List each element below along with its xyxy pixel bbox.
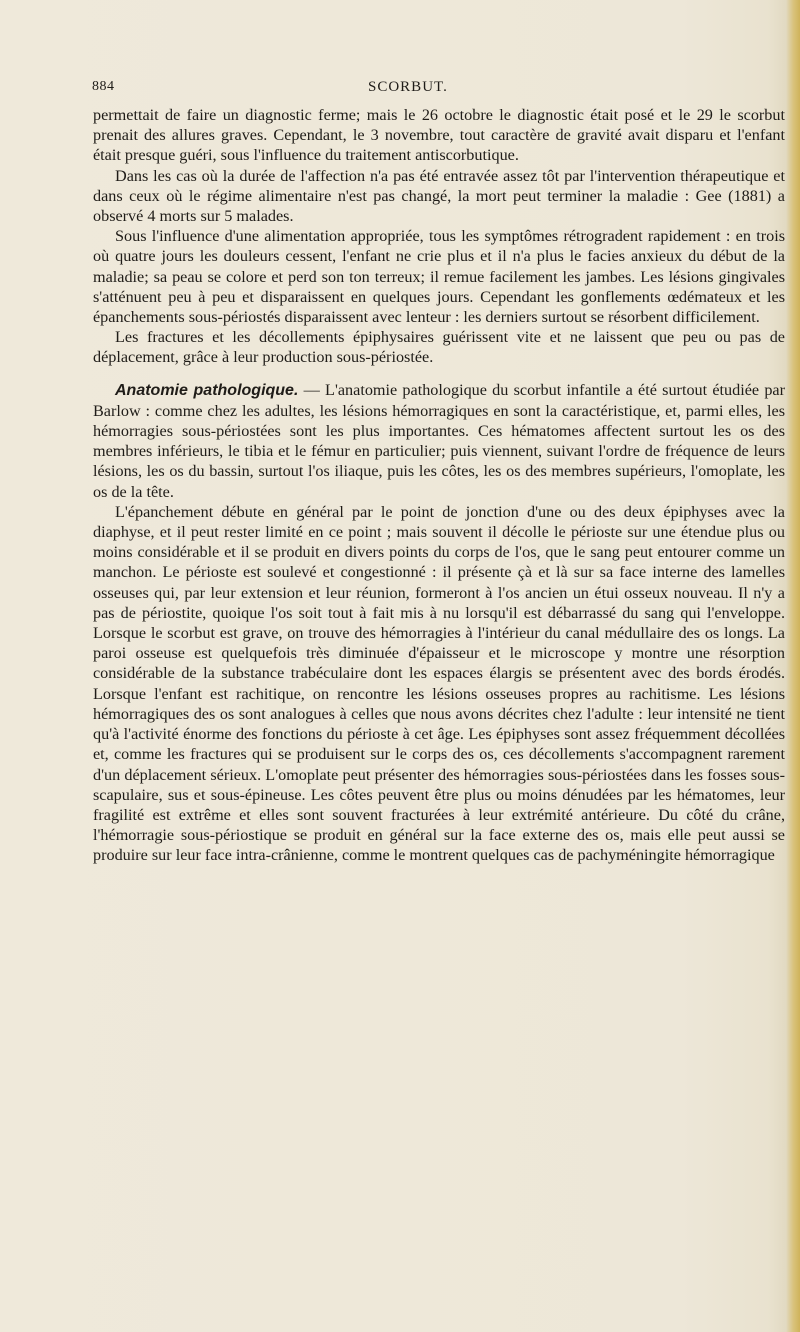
paragraph-continuation: permettait de faire un diagnostic ferme; mais le 26 octobre le diagnostic était posé et le 29 le scorbut prenait des allures graves. Cependant, le 3 novembre, tout caractère de gravité avait disparu et l'enfant était presque guéri, sous l'influence du traitement antiscorbutique. — [93, 106, 785, 165]
section-paragraph-anatomy — [93, 380, 785, 502]
paragraph-mortality: Dans les cas où la durée de l'affection n'a pas été entravée assez tôt par l'intervention thérapeutique et dans ceux où le régime alimentaire n'est pas changé, la mort peut terminer la maladie : Gee (1881) a observé 4 morts sur 5 malades. — [93, 166, 785, 226]
body-text — [93, 105, 785, 866]
running-head — [92, 79, 782, 101]
paragraph-epanchement: L'épanchement débute en général par le point de jonction d'une ou des deux épiphyses avec la diaphyse, et il peut rester limité en ce point ; mais souvent il décolle le périoste sur une étendue plus ou moins considérable et il se produit en divers points du corps de l'os, que le sang peut entourer comme un manchon. Le périoste est soulevé et congestionné : il présente çà et là sur sa face interne des lamelles osseuses qui, par leur extension et leur réunion, formeront à l'os ancien un étui osseux nouveau. Il n'y a pas de périostite, quoique l'os soit tout à fait mis à nu lorsqu'il est débarrassé du sang qui l'enveloppe. Lorsque le scorbut est grave, on trouve des hémorragies à l'intérieur du canal médullaire des os longs. La paroi osseuse est quelquefois très diminuée d'épaisseur et le microscope y montre une résorption considérable de la substance trabéculaire dont les espaces élargis se présentent avec des bords érodés. Lorsque l'enfant est rachitique, on rencontre les lésions osseuses propres au rachitisme. Les lésions hémorragiques des os sont analogues à celles que nous avons décrites chez l'adulte : leur intensité ne tient qu'à l'activité énorme des fonctions du périoste à cet âge. Les épiphyses sont assez fréquemment décollées et, comme les fractures qui se produisent sur le corps des os, ces décollements s'accompagnent rarement d'un déplacement sérieux. L'omoplate peut présenter des hémorragies sous-périostées dans les fosses sous-scapulaire, sus et sous-épineuse. Les côtes peuvent être plus ou moins dénudées par les hématomes, leur fragilité est extrême et elles sont souvent fracturées à leur extrémité antérieure. Du côté du crâne, l'hémorragie sous-périostique se produit en général sur la face externe des os, mais elle peut aussi se produire sur leur face intra-crânienne, comme le montrent quelques cas de pachyméningite hémorragique — [93, 502, 785, 865]
page-number: 884 — [92, 79, 115, 94]
paragraph-recovery: Sous l'influence d'une alimentation appropriée, tous les symptômes rétrogradent rapidement : en trois où quatre jours les douleurs cessent, l'enfant ne crie plus et il n'a plus le facies anxieux du début de la maladie; sa peau se colore et perd son ton terreux; il remue facilement les jambes. Les lésions gingivales s'atténuent peu à peu et disparaissent en quelques jours. Cependant les gonflements œdémateux et les épanchements sous-périostés disparaissent avec lenteur : les derniers surtout se résorbent difficilement. — [93, 227, 785, 327]
section-lead-text: — L'anatomie pathologique du scorbut infantile a été surtout étudiée par Barlow : comme chez les adultes, les lésions hémorragiques en sont la caractéristique, et, parmi elles, les hémorragies sous-périostées sont les plus importantes. Ces hématomes affectent surtout les os des membres inférieurs, le tibia et le fémur en particulier; puis viennent, suivant l'ordre de fréquence de leurs lésions, les os du bassin, surtout l'os iliaque, puis les côtes, les os des membres supérieurs, l'omoplate, les os de la tête. — [93, 380, 785, 501]
running-title: SCORBUT. — [368, 79, 448, 95]
section-title: Anatomie pathologique. — [115, 381, 299, 399]
paragraph-fractures: Les fractures et les décollements épiphysaires guérissent vite et ne laissent que peu ou pas de déplacement, grâce à leur production sous-périostée. — [93, 328, 785, 367]
page-edge-shadow — [786, 0, 800, 1332]
